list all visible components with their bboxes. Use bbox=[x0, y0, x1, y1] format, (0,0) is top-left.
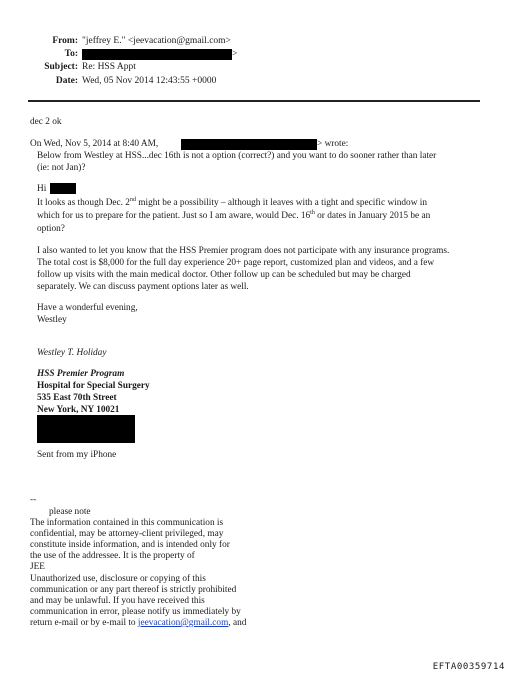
para1-text: or dates in January 2015 be an bbox=[314, 211, 431, 221]
signature-street: 535 East 70th Street bbox=[37, 393, 117, 403]
disclaimer-line: JEE bbox=[30, 562, 45, 572]
redaction-block bbox=[37, 415, 135, 443]
disclaimer-line: the use of the addressee. It is the property of bbox=[30, 551, 195, 561]
para2-line1: I also wanted to let you know that the HSS Premier program does not participate with any insurance programs. bbox=[37, 246, 450, 256]
redaction-block bbox=[181, 139, 317, 150]
quote-intro-wrote: > wrote: bbox=[317, 139, 349, 149]
para1-line1 bbox=[37, 197, 427, 209]
para1-line2 bbox=[37, 210, 430, 222]
disclaimer-text: return e-mail or by e-mail to bbox=[30, 618, 138, 628]
closing-name: Westley bbox=[37, 315, 67, 325]
para2-line4: separately. We can discuss payment options later as well. bbox=[37, 282, 249, 292]
quote-line-2: (ie: not Jan)? bbox=[37, 163, 86, 173]
to-label: To: bbox=[64, 49, 78, 59]
signature-program: HSS Premier Program bbox=[37, 369, 125, 379]
para2-line2: The total cost is $8,000 for the full day experience 20+ page report, customized plan and videos, and a few bbox=[37, 258, 435, 268]
signature-hospital: Hospital for Special Surgery bbox=[37, 381, 150, 391]
date-value: Wed, 05 Nov 2014 12:43:55 +0000 bbox=[82, 76, 217, 86]
greeting: Hi bbox=[37, 184, 47, 194]
disclaimer-line: Unauthorized use, disclosure or copying of this bbox=[30, 574, 206, 584]
disclaimer-line-last bbox=[30, 617, 246, 629]
redaction-block bbox=[82, 49, 232, 60]
subject-label: Subject: bbox=[44, 62, 78, 72]
disclaimer-text: , and bbox=[228, 618, 247, 628]
from-label: From: bbox=[52, 36, 78, 46]
quote-intro-date: On Wed, Nov 5, 2014 at 8:40 AM, bbox=[30, 139, 159, 149]
disclaimer-line: communication or any part thereof is strictly prohibited bbox=[30, 585, 237, 595]
para1-text: It looks as though Dec. 2 bbox=[37, 198, 130, 208]
disclaimer-heading: please note bbox=[49, 507, 91, 517]
para2-line3: follow up visits with the main medical doctor. Other follow up can be scheduled but may be charged bbox=[37, 270, 411, 280]
signature-name: Westley T. Holiday bbox=[37, 348, 107, 358]
para1-text: might be a possibility – although it leaves with a tight and specific window in bbox=[135, 198, 427, 208]
signature-dashes: -- bbox=[30, 495, 37, 505]
ordinal-suffix: th bbox=[310, 209, 315, 216]
disclaimer-line: The information contained in this communication is bbox=[30, 518, 224, 528]
para1-text: which for us to prepare for the patient. Just so I am aware, would Dec. 16 bbox=[37, 211, 311, 221]
document-id: EFTA00359714 bbox=[432, 662, 505, 672]
quote-line-1: Below from Westley at HSS...dec 16th is not a option (correct?) and you want to do sooner rather than later bbox=[37, 151, 437, 161]
email-link[interactable]: jeevacation@gmail.com bbox=[137, 618, 229, 628]
closing-line: Have a wonderful evening, bbox=[37, 303, 138, 313]
date-label: Date: bbox=[55, 76, 78, 86]
disclaimer-line: constitute inside information, and is intended only for bbox=[30, 540, 230, 550]
disclaimer-line: confidential, may be attorney-client privileged, may bbox=[30, 529, 224, 539]
ordinal-suffix: nd bbox=[129, 196, 136, 203]
disclaimer-line: communication in error, please notify us immediately by bbox=[30, 607, 241, 617]
quote-intro bbox=[30, 138, 158, 150]
disclaimer-line: and may be unlawful. If you have received this bbox=[30, 596, 205, 606]
reply-text: dec 2 ok bbox=[30, 117, 62, 127]
subject-value: Re: HSS Appt bbox=[82, 62, 136, 72]
from-value[interactable]: "jeffrey E." <jeevacation@gmail.com> bbox=[82, 36, 231, 46]
to-suffix: > bbox=[232, 49, 238, 59]
header-divider bbox=[28, 100, 480, 102]
sent-from: Sent from my iPhone bbox=[37, 450, 117, 460]
redaction-block bbox=[50, 183, 76, 194]
para1-line3: option? bbox=[37, 224, 65, 234]
signature-city: New York, NY 10021 bbox=[37, 405, 120, 415]
